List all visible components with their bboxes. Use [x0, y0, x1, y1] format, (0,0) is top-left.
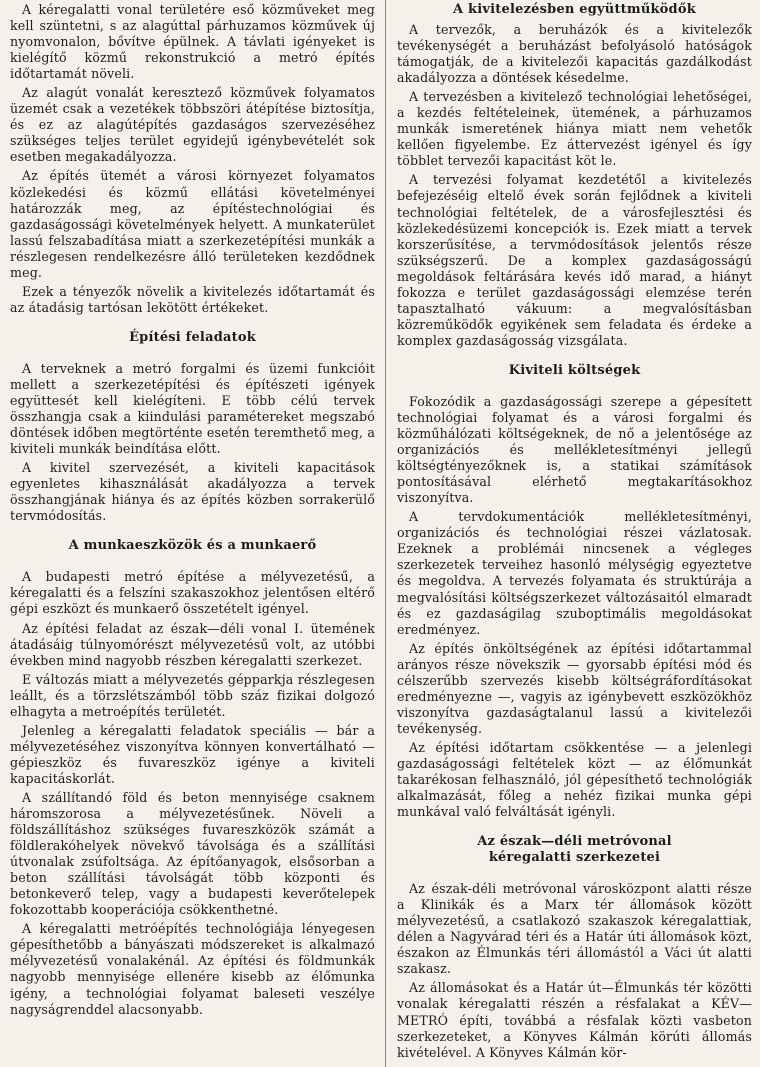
paragraph: A tervezők, a beruházók és a kivitelezők tevékenységét a beruházást befolyásoló hatóságok támogatják, de a kivitelezői kapacitás gazdálkodást akadályozza a döntések késedelme. — [397, 22, 752, 86]
paragraph: Az észak-déli metróvonal városközpont alatti része a Klinikák és a Marx tér állomások között mélyvezetésű, a csatlakozó szakaszok kéregalattiak, délen a Nagyvárad téri és a Határ úti állomások közt, északon az Élmunkás téri állomástól a Váci út alatti szakasz. — [397, 881, 752, 977]
paragraph: A tervdokumentációk mellékletesítményi, organizációs és technológiai részei vázlatosak. Ezeknek a problémái nincsenek a végleges szerkezetek terveihez hasonló mélységig egyeztetve és megoldva. A tervezés folyamata és struktúrája a megvalósítási költségszerkezet változásaitól elmaradt és ez gazdaságilag szuboptimális megoldásokat eredményez. — [397, 509, 752, 637]
paragraph: Az építési időtartam csökkentése — a jelenlegi gazdaságossági feltételek közt — az élőmunkát takarékosan felhasználó, jól gépesíthető technológiák alkalmazását, főleg a nehéz fizikai munka gépi munkával való felváltását igényli. — [397, 739, 752, 820]
paragraph: Az állomásokat és a Határ út—Élmunkás tér közötti vonalak kéregalatti részén a résfalakat a KÉV—METRÓ építi, továbbá a résfalak közti vasbeton szerkezeteket, a Könyves Kálmán körúti állomás kivételével. A Könyves Kálmán kör- — [397, 980, 752, 1060]
paragraph: A kivitel szervezését, a kiviteli kapacitások egyenletes kihasználását akadályozza a tervek összhangjának hiánya és az építés közben sorrakerülő tervmódosítás. — [10, 460, 375, 524]
paragraph: A szállítandó föld és beton mennyisége csaknem háromszorosa a mélyvezetésűnek. Növeli a földszállításhoz szükséges fuvareszközök számát a földlerakóhelyek növekvő távolsága és a szállítási útvonalak zsúfoltsága. Az építőanyagok, elsősorban a beton szállítási távolságát több központi és betonkeverő telep, vagy a budapesti keverőtelepek fokozottabb kooperációja csökkenthetné. — [10, 789, 375, 918]
paragraph: E változás miatt a mélyvezetés gépparkja részlegesen leállt, és a törzslétszámból több száz fizikai dolgozó elhagyta a metroépítés területét. — [10, 671, 375, 719]
heading-line: Az észak—déli metróvonal — [477, 834, 672, 850]
section-heading-kiviteli-koltsegek: Kiviteli költségek — [508, 362, 641, 378]
paragraph: Az alagút vonalát keresztező közművek folyamatos üzemét csak a vezetékek többszöri átépítése biztosítja, és ez az alagútépítés gazdaságos szervezéséhez szükséges teljes terület egyidejű igénybevételét sok esetben megakadályozza. — [10, 85, 375, 165]
section-heading-eszak-deli — [397, 834, 752, 866]
paragraph: Ezek a tényezők növelik a kivitelezés időtartamát és az átadásig tartósan lekötött értékeket. — [10, 283, 375, 315]
section-heading-munkaeszkozok: A munkaeszközök és a munkaerő — [68, 538, 317, 554]
paragraph: Az építés önköltségének az építési időtartammal arányos része növekszik — gyorsabb építési mód és célszerűbb szervezés kisebb költségráfordításokat eredményezne —, vagyis az igénybevett eszközökhöz viszonyítva gazdaságtalanul lassú a kivitelezői tevékenység. — [397, 640, 752, 736]
paragraph: Az építés ütemét a városi környezet folyamatos közlekedési és közmű ellátási követelményei határozzák meg, az építéstechnológiai és gazdaságossági követelmények helyett. A munkaterület lassú felszabadítása miatt a szerkezetépítési munkák a részlegesen rendelkezésre álló területeken kezdődnek meg. — [10, 168, 375, 280]
paragraph: Jelenleg a kéregalatti feladatok speciális — bár a mélyvezetéséhez viszonyítva könnyen konvertálható — gépieszköz és fuvareszköz igénye a kiviteli kapacitáskorlát. — [10, 722, 375, 786]
heading-line: kéregalatti szerkezetei — [488, 850, 661, 866]
right-column — [397, 2, 752, 1064]
section-heading-epitesi-feladatok: Építési feladatok — [129, 329, 256, 345]
paragraph: A kéregalatti vonal területére eső közműveket meg kell szüntetni, s az alagúttal párhuzamos közművek új nyomvonalon, bővítve épülnek. A távlati igényeket is kielégítő közmű rekonstrukció a metró építés időtartamát növeli. — [10, 2, 375, 82]
section-heading-kivitelezes: A kivitelezésben együttműködők — [453, 2, 696, 17]
paragraph: A kéregalatti metróépítés technológiája lényegesen gépesíthetőbb a bányászati módszereket is alkalmazó mélyvezetésű vonalakénál. Az építési és földmunkák nagyobb mennyisége ellenére kisebb az élőmunka igény, a technológiai folyamat baleseti veszélye nagyságrenddel alacsonyabb. — [10, 921, 375, 1017]
paragraph: A budapesti metró építése a mélyvezetésű, a kéregalatti és a felszíni szakaszokhoz jelentősen eltérő gépi eszközt és munkaerő összetételt igényel. — [10, 569, 375, 617]
paragraph: Az építési feladat az észak—déli vonal I. ütemének átadásáig túlnyomórészt mélyvezetésű volt, az utóbbi években mind nagyobb részben kéregalatti szerkezet. — [10, 620, 375, 668]
left-column — [10, 2, 375, 1021]
paragraph: A tervezésben a kivitelező technológiai lehetőségei, a kezdés feltételeinek, ütemének, a párhuzamos munkák ismeretének hiánya miatt nem vehetők kellően figyelembe. Ez áttervezést igényel és így többlet tervezői kapacitást köt le. — [397, 89, 752, 169]
paragraph: A terveknek a metró forgalmi és üzemi funkcióit mellett a szerkezetépítési és építészeti igények együttesét kell kielégíteni. E több célú tervek összhangja csak a kiindulási paramétereket megszabó döntések időben megtörténte esetén teremthető meg, a kiviteli munkák beindítása előtt. — [10, 360, 375, 457]
paragraph: Fokozódik a gazdaságossági szerepe a gépesített technológiai folyamat és a városi forgalmi és közműhálózati költségeknek, de nő a jelentősége az organizációs és mellékletesítményi jellegű költségtényezőknek is, a statikai számítások pontosításával elérhető megtakarításokhoz viszonyítva. — [397, 393, 752, 506]
paragraph: A tervezési folyamat kezdetétől a kivitelezés befejezéséig eltelő évek során fejlődnek a kiviteli technológiai feltételek, de a városfejlesztési és közlekedésüzemi koncepciók is. Ezek miatt a tervek korszerűsítése, a tervmódosítások jelentős része szükségszerű. De a komplex gazdaságosságú megoldások feltárására kevés idő marad, a hiányt fokozza e terület gazdaságossági elemzése terén tapasztalható vákuum: a megvalósításban közreműködők egyikének sem feladata és érdeke a komplex gazdaságosság vizsgálata. — [397, 172, 752, 348]
column-divider — [385, 0, 386, 1067]
